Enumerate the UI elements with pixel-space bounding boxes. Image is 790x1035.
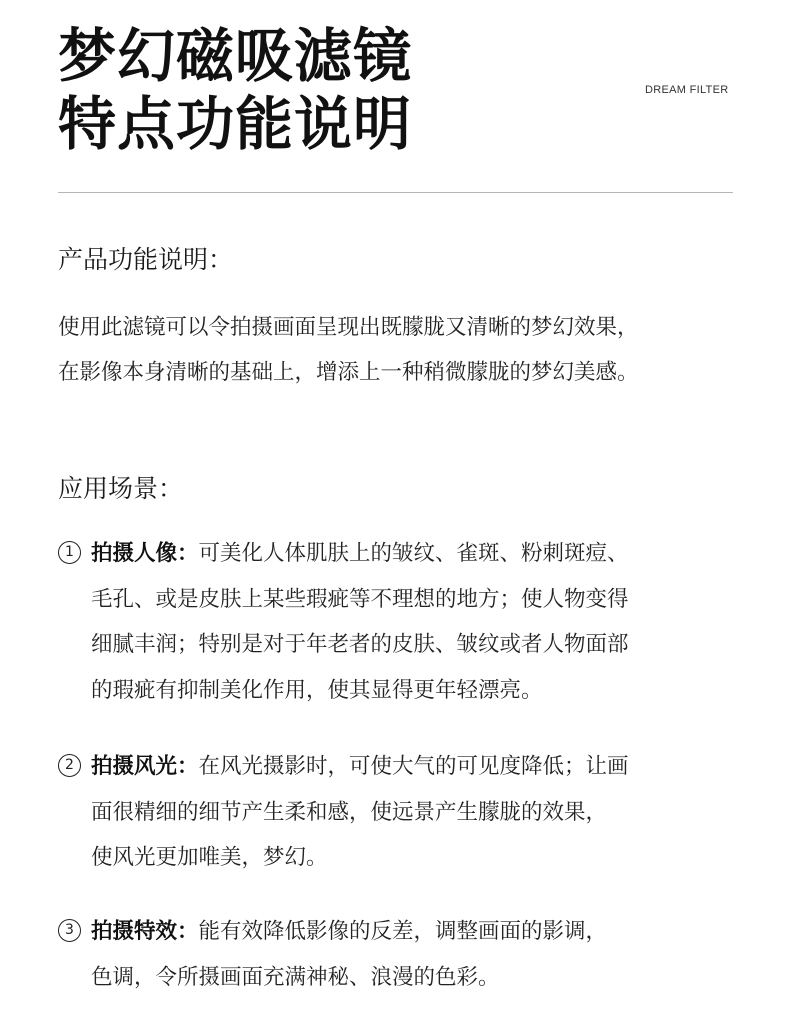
header-divider xyxy=(58,192,733,193)
scene-item-label: 拍摄风光： xyxy=(91,754,199,779)
scene-item-line: 使风光更加唯美，梦幻。 xyxy=(91,845,328,870)
circled-number-1: 1 xyxy=(58,541,81,564)
page-title-line-2: 特点功能说明 xyxy=(58,90,413,158)
scene-item-label: 拍摄特效： xyxy=(91,919,199,944)
product-function-description xyxy=(58,305,758,395)
description-line: 在影像本身清晰的基础上，增添上一种稍微朦胧的梦幻美感。 xyxy=(58,360,639,385)
product-function-heading: 产品功能说明： xyxy=(58,245,234,274)
circled-number-3: 3 xyxy=(58,919,81,942)
scene-item-line xyxy=(91,909,761,955)
description-line: 使用此滤镜可以令拍摄画面呈现出既朦胧又清晰的梦幻效果， xyxy=(58,315,639,340)
scene-item-line-text: 在风光摄影时，可使大气的可见度降低；让画 xyxy=(198,754,629,779)
scene-item-line: 色调，令所摄画面充满神秘、浪漫的色彩。 xyxy=(91,964,500,990)
scene-item-line-text: 能有效降低影像的反差，调整画面的影调， xyxy=(198,919,608,944)
scene-item-line: 毛孔、或是皮肤上某些瑕疵等不理想的地方；使人物变得 xyxy=(91,586,629,612)
scene-item-line: 细腻丰润；特别是对于年老者的皮肤、皱纹或者人物面部 xyxy=(91,632,629,657)
page-title xyxy=(58,22,412,158)
application-scenes-heading: 应用场景： xyxy=(58,474,184,503)
scene-item-label: 拍摄人像： xyxy=(91,541,199,566)
scene-item-line xyxy=(91,531,761,577)
scene-item-text xyxy=(91,909,761,1000)
scene-item-line-text: 可美化人体肌肤上的皱纹、雀斑、粉刺斑痘、 xyxy=(198,541,629,566)
scene-item-text xyxy=(91,744,761,881)
scene-item-line xyxy=(91,744,761,790)
page-title-line-1: 梦幻磁吸滤镜 xyxy=(58,22,413,90)
circled-number-2: 2 xyxy=(58,754,81,777)
scene-item-text xyxy=(91,531,761,713)
scene-item-line: 的瑕疵有抑制美化作用，使其显得更年轻漂亮。 xyxy=(91,677,543,703)
english-subtitle: DREAM FILTER xyxy=(645,84,729,96)
scene-item-line: 面很精细的细节产生柔和感，使远景产生朦胧的效果， xyxy=(91,799,608,825)
